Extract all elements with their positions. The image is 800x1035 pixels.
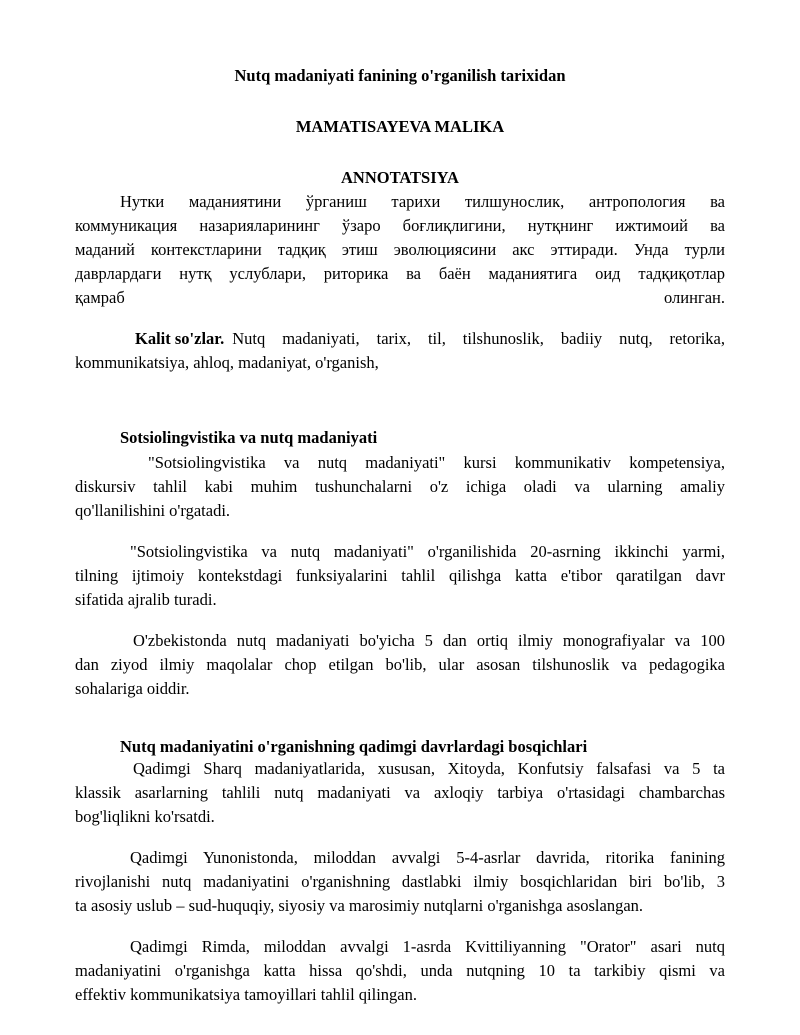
section2-p2-line-1: Qadimgi Yunonistonda, miloddan avvalgi 5-4-asrlar davrida, ritorika fanining [130, 848, 725, 867]
section1-p3-line-2: dan ziyod ilmiy maqolalar chop etilgan bo'lib, ular asosan tilshunoslik va pedagogika [75, 655, 725, 674]
section2-p2-line-2: rivojlanishi nutq madaniyatini o'rganishning dastlabki ilmiy bosqichlaridan biri bo'lib, 3 [75, 872, 725, 891]
section2-p1-line-3: bog'liqlikni ko'rsatdi. [75, 807, 215, 826]
section1-p2-line-2: tilning ijtimoiy kontekstdagi funksiyalarini tahlil qilishga katta e'tibor qaratilgan davr [75, 566, 725, 585]
section1-p1-line-2: diskursiv tahlil kabi muhim tushunchalarni o'z ichiga oladi va ularning amaliy [75, 477, 725, 496]
annotation-heading: ANNOTATSIYA [341, 168, 459, 187]
annotation-line-1: Нутки маданиятини ўрганиш тарихи тилшунослик, антропология ва [120, 192, 725, 211]
annotation-line-5-left: қамраб [75, 288, 125, 307]
section2-p3-line-1: Qadimgi Rimda, miloddan avvalgi 1-asrda Kvittiliyanning "Orator" asari nutq [130, 937, 725, 956]
section1-p2-line-3: sifatida ajralib turadi. [75, 590, 217, 609]
section1-heading: Sotsiolingvistika va nutq madaniyati [120, 428, 378, 447]
section2-p3-line-3: effektiv kommunikatsiya tamoyillari tahlil qilingan. [75, 985, 418, 1004]
section1-p3-line-3: sohalariga oiddir. [75, 679, 190, 698]
annotation-line-3: маданий контекстларини тадқиқ этиш эволюциясини акс эттиради. Унда турли [75, 240, 725, 259]
section1-p3-line-1: O'zbekistonda nutq madaniyati bo'yicha 5 dan ortiq ilmiy monografiyalar va 100 [133, 631, 725, 650]
section2-p2-line-3: ta asosiy uslub – sud-huquqiy, siyosiy va marosimiy nutqlarni o'rganishga asoslangan. [75, 896, 644, 915]
section1-p2-line-1: "Sotsiolingvistika va nutq madaniyati" o'rganilishida 20-asrning ikkinchi yarmi, [130, 542, 725, 561]
keywords-label: Kalit so'zlar. [135, 329, 225, 348]
annotation-line-2: коммуникация назарияларининг ўзаро боғлиқлигини, нутқнинг ижтимоий ва [75, 216, 725, 235]
author-name: MAMATISAYEVA MALIKA [295, 117, 505, 136]
keywords-line-2: kommunikatsiya, ahloq, madaniyat, o'rganish, [75, 353, 379, 372]
annotation-line-5-right: олинган. [664, 288, 725, 307]
keywords-line-1 [135, 327, 725, 351]
section2-p1-line-1: Qadimgi Sharq madaniyatlarida, xususan, Xitoyda, Konfutsiy falsafasi va 5 ta [133, 759, 725, 778]
keywords-list-1: Nutq madaniyati, tarix, til, tilshunoslik, badiiy nutq, retorika, [232, 329, 725, 348]
annotation-line-4: даврлардаги нутқ услублари, риторика ва баён маданиятига оид тадқиқотлар [75, 264, 725, 283]
section2-p3-line-2: madaniyatini o'rganishga katta hissa qo'shdi, unda nutqning 10 ta tarkibiy qismi va [75, 961, 725, 980]
section1-p1-line-3: qo'llanilishini o'rgatadi. [75, 501, 231, 520]
document-title: Nutq madaniyati fanining o'rganilish tarixidan [234, 66, 566, 85]
section2-heading: Nutq madaniyatini o'rganishning qadimgi davrlardagi bosqichlari [120, 737, 588, 756]
section1-p1-line-1: "Sotsiolingvistika va nutq madaniyati" kursi kommunikativ kompetensiya, [148, 453, 725, 472]
section2-p1-line-2: klassik asarlarning tahlili nutq madaniyati va axloqiy tarbiya o'rtasidagi chambarchas [75, 783, 725, 802]
